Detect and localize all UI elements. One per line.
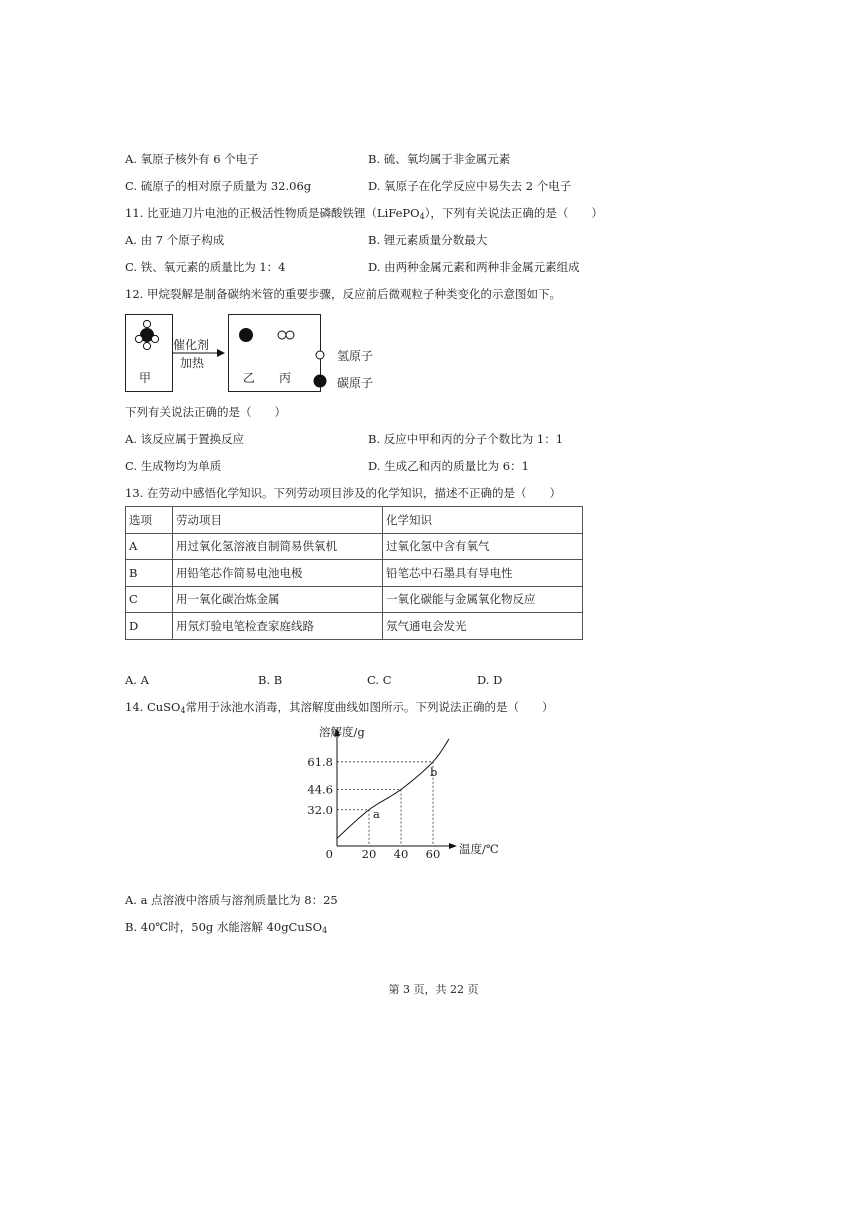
hydrogen-atom [143,320,150,327]
table-cell: 过氧化氢中含有氧气 [383,533,583,560]
hydrogen-atom [286,331,294,339]
q13-option-c: C. C [367,673,392,687]
q11-stem-text: 11. 比亚迪刀片电池的正极活性物质是磷酸铁锂（LiFePO [125,206,420,220]
y-tick-label: 32.0 [307,802,333,817]
table-row [126,560,583,587]
table-cell: 用一氧化碳冶炼金属 [173,586,383,613]
reactant-box [125,314,173,392]
q10-option-a: A. 氧原子核外有 6 个电子 [125,152,259,166]
q11-stem-sub: 4 [419,212,425,221]
table-cell: 用过氧化氢溶液自制简易供氧机 [173,533,383,560]
table-header-row [126,507,583,534]
table-header: 选项 [126,507,173,534]
y-tick-label: 61.8 [307,754,333,769]
q10-option-d: D. 氧原子在化学反应中易失去 2 个电子 [368,179,572,193]
q14-stem-text: 14. CuSO [125,700,181,714]
q14-stem [125,699,554,715]
q14-stem-sub: 4 [180,706,186,715]
origin-label: 0 [325,847,333,861]
carbon-legend-icon [312,373,328,389]
label-jia: 甲 [139,371,152,385]
q12-option-a: A. 该反应属于置换反应 [125,432,245,446]
q12-stem: 12. 甲烷裂解是制备碳纳米管的重要步骤，反应前后微观粒子种类变化的示意图如下。 [125,287,561,301]
table-cell: 用铅笔芯作简易电池电极 [173,560,383,587]
label-bing: 丙 [279,371,292,385]
q13-option-d: D. D [477,673,503,687]
table-header: 劳动项目 [173,507,383,534]
legend-hydrogen-label: 氢原子 [337,349,374,363]
label-yi: 乙 [243,371,256,385]
hydrogen-atom [278,331,286,339]
heat-label: 加热 [180,356,205,370]
q11-option-c: C. 铁、氧元素的质量比为 1：4 [125,260,286,274]
y-tick-label: 44.6 [307,782,333,797]
y-axis-label: 溶解度/g [319,725,365,739]
table-row [126,613,583,640]
q11-stem-tail: ），下列有关说法正确的是（ ） [424,206,603,220]
q12-option-c: C. 生成物均为单质 [125,459,222,473]
table-cell: 氖气通电会发光 [383,613,583,640]
q14-option-b-text: B. 40℃时，50g 水能溶解 40gCuSO [125,920,323,934]
table-cell: A [126,533,173,560]
table-cell: 一氧化碳能与金属氧化物反应 [383,586,583,613]
solubility-curve [337,739,449,838]
q14-stem-tail: 常用于泳池水消毒，其溶解度曲线如图所示。下列说法正确的是（ ） [185,700,554,714]
point-label-a: a [373,806,380,821]
q11-option-b: B. 锂元素质量分数最大 [368,233,488,247]
q12-option-d: D. 生成乙和丙的质量比为 6：1 [368,459,529,473]
products-icon [229,315,320,355]
table-cell: D [126,613,173,640]
q12-option-b: B. 反应中甲和丙的分子个数比为 1：1 [368,432,564,446]
x-tick-label: 40 [393,847,409,861]
q11-option-d: D. 由两种金属元素和两种非金属元素组成 [368,260,580,274]
table-row [126,533,583,560]
x-tick-label: 20 [361,847,377,861]
labor-knowledge-table [125,506,583,640]
catalyst-label: 催化剂 [173,338,210,352]
table-cell: 用氖灯验电笔检查家庭线路 [173,613,383,640]
hydrogen-atom [151,335,158,342]
hydrogen-atom [135,335,142,342]
hydrogen-atom [143,342,150,349]
legend-carbon-label: 碳原子 [337,376,374,390]
carbon-atom [239,328,253,342]
q13-option-b: B. B [258,673,283,687]
q10-option-b: B. 硫、氧均属于非金属元素 [368,152,511,166]
q14-option-a: A. a 点溶液中溶质与溶剂质量比为 8：25 [125,893,338,907]
table-header: 化学知识 [383,507,583,534]
hydrogen-legend-icon [313,348,327,362]
q10-option-c: C. 硫原子的相对原子质量为 32.06g [125,179,312,193]
product-box [228,314,321,392]
x-axis-arrow-icon [449,843,457,849]
table-cell: B [126,560,173,587]
q11-stem [125,205,603,221]
q14-option-b-sub: 4 [322,926,328,935]
table-cell: 铅笔芯中石墨具有导电性 [383,560,583,587]
x-axis-label: 温度/℃ [459,842,499,856]
page-footer: 第 3 页，共 22 页 [388,983,479,996]
solubility-chart [300,718,510,864]
q13-option-a: A. A [125,673,149,687]
q12-question: 下列有关说法正确的是（ ） [125,405,286,419]
table-row [126,586,583,613]
point-label-b: b [430,764,438,779]
q14-option-b [125,919,327,935]
table-cell: C [126,586,173,613]
q13-stem: 13. 在劳动中感悟化学知识。下列劳动项目涉及的化学知识，描述不正确的是（ ） [125,486,561,500]
x-tick-label: 60 [425,847,441,861]
q11-option-a: A. 由 7 个原子构成 [125,233,225,247]
